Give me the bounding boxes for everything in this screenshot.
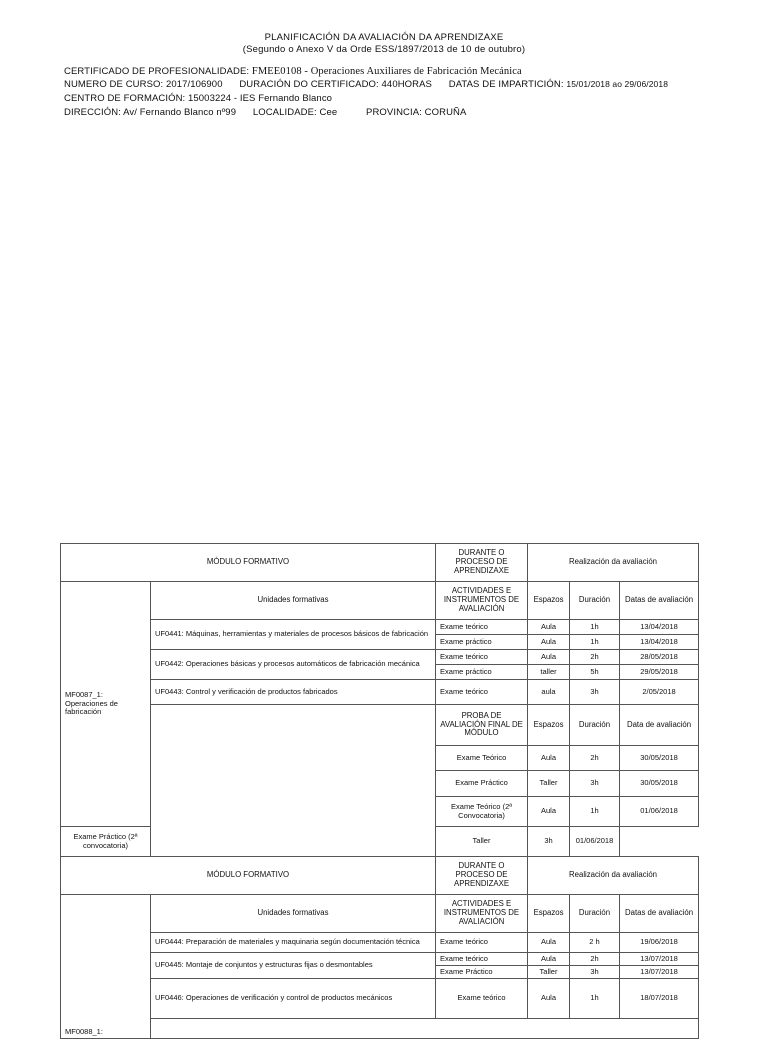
info-course-row bbox=[64, 79, 668, 90]
module-cell: MF0087_1: Operaciones de fabricación bbox=[61, 582, 151, 827]
course-label: NUMERO DE CURSO: bbox=[64, 79, 164, 90]
date-cell: 13/07/2018 bbox=[620, 966, 699, 979]
unit-name: UF0444: Preparación de materiales y maquinaria según documentación técnica bbox=[151, 933, 436, 953]
header-durante: DURANTE O PROCESO DE APRENDIZAXE bbox=[436, 857, 528, 895]
header-actividades: ACTIVIDADES E INSTRUMENTOS DE AVALIACIÓN bbox=[436, 895, 528, 933]
header-actividades: ACTIVIDADES E INSTRUMENTOS DE AVALIACIÓN bbox=[436, 582, 528, 620]
space-cell: Aula bbox=[528, 933, 570, 953]
activity-cell: Exame práctico bbox=[436, 635, 528, 650]
duration-cell: 3h bbox=[570, 771, 620, 797]
locality-label: LOCALIDADE: bbox=[252, 107, 317, 118]
activity-cell: Exame Teórico (2ª Convocatoria) bbox=[436, 797, 528, 827]
duration-cell: 2h bbox=[570, 650, 620, 665]
dates-value: 15/01/2018 ao 29/06/2018 bbox=[566, 79, 669, 89]
activity-cell: Exame teórico bbox=[436, 953, 528, 966]
province-label: PROVINCIA: bbox=[366, 107, 422, 118]
address-label: DIRECCIÓN: bbox=[64, 107, 121, 118]
activity-cell: Exame teórico bbox=[436, 620, 528, 635]
header-proba: PROBA DE AVALIACIÓN FINAL DE MÓDULO bbox=[436, 705, 528, 746]
duration-cell: 3h bbox=[570, 966, 620, 979]
info-address-row bbox=[64, 107, 466, 118]
activity-cell: Exame teórico bbox=[436, 650, 528, 665]
space-cell: Aula bbox=[528, 953, 570, 966]
date-cell: 01/06/2018 bbox=[570, 827, 620, 857]
activity-cell: Exame Práctico bbox=[436, 966, 528, 979]
unit-name: UF0442: Operaciones básicas y procesos automáticos de fabricación mecánica bbox=[151, 650, 436, 680]
header-espazos: Espazos bbox=[528, 705, 570, 746]
activity-cell: Exame teórico bbox=[436, 979, 528, 1019]
date-cell: 29/05/2018 bbox=[620, 665, 699, 680]
header-datas: Datas de avaliación bbox=[620, 582, 699, 620]
center-value: 15003224 - IES Fernando Blanco bbox=[188, 93, 333, 104]
duration-cell: 1h bbox=[570, 979, 620, 1019]
header-modulo: MÓDULO FORMATIVO bbox=[61, 544, 436, 582]
info-center-row bbox=[64, 93, 332, 104]
space-cell: Aula bbox=[528, 620, 570, 635]
space-cell: Aula bbox=[528, 746, 570, 771]
date-cell: 18/07/2018 bbox=[620, 979, 699, 1019]
header-espazos: Espazos bbox=[528, 582, 570, 620]
date-cell: 2/05/2018 bbox=[620, 680, 699, 705]
date-cell: 13/04/2018 bbox=[620, 620, 699, 635]
date-cell: 19/06/2018 bbox=[620, 933, 699, 953]
space-cell: Aula bbox=[528, 650, 570, 665]
header-realizacion: Realización da avaliación bbox=[528, 857, 699, 895]
date-cell: 30/05/2018 bbox=[620, 771, 699, 797]
duration-cell: 2h bbox=[570, 953, 620, 966]
header-espazos: Espazos bbox=[528, 895, 570, 933]
document-title: PLANIFICACIÓN DA AVALIACIÓN DA APRENDIZAXE bbox=[264, 32, 504, 43]
table-row bbox=[61, 933, 699, 953]
space-cell: Taller bbox=[436, 827, 528, 857]
unit-name: UF0445: Montaje de conjuntos y estructuras fijas o desmontables bbox=[151, 953, 436, 979]
activity-cell: Exame teórico bbox=[436, 933, 528, 953]
header-unidades: Unidades formativas bbox=[151, 895, 436, 933]
header-duracion: Duración bbox=[570, 582, 620, 620]
address-value: Av/ Fernando Blanco nº99 bbox=[123, 107, 237, 118]
course-value: 2017/106900 bbox=[166, 79, 223, 90]
unit-name: UF0441: Máquinas, herramientas y materiales de procesos básicos de fabricación bbox=[151, 620, 436, 650]
duration-cell: 1h bbox=[570, 797, 620, 827]
space-cell: Taller bbox=[528, 771, 570, 797]
duration-label: DURACIÓN DO CERTIFICADO: bbox=[239, 79, 379, 90]
activity-cell: Exame práctico bbox=[436, 665, 528, 680]
date-cell: 01/06/2018 bbox=[620, 797, 699, 827]
date-cell: 13/07/2018 bbox=[620, 953, 699, 966]
activity-cell: Exame Práctico (2ª convocatoria) bbox=[61, 827, 151, 857]
table-row bbox=[61, 953, 699, 966]
date-cell: 30/05/2018 bbox=[620, 746, 699, 771]
document-subtitle: (Segundo o Anexo V da Orde ESS/1897/2013 de 10 de outubro) bbox=[242, 44, 526, 55]
evaluation-table bbox=[60, 543, 699, 1039]
space-cell: Taller bbox=[528, 966, 570, 979]
duration-cell: 5h bbox=[570, 665, 620, 680]
duration-cell: 3h bbox=[570, 680, 620, 705]
final-exam-blank bbox=[151, 705, 436, 857]
header-durante: DURANTE O PROCESO DE APRENDIZAXE bbox=[436, 544, 528, 582]
table-row bbox=[61, 979, 699, 1019]
activity-cell: Exame Práctico bbox=[436, 771, 528, 797]
cert-value: FMEE0108 - Operaciones Auxiliares de Fabricación Mecánica bbox=[251, 66, 522, 77]
header-unidades: Unidades formativas bbox=[151, 582, 436, 620]
header-realizacion: Realización da avaliación bbox=[528, 544, 699, 582]
header-datas: Datas de avaliación bbox=[620, 895, 699, 933]
date-cell: 13/04/2018 bbox=[620, 635, 699, 650]
space-cell: Aula bbox=[528, 635, 570, 650]
duration-cell: 1h bbox=[570, 635, 620, 650]
activity-cell: Exame Teórico bbox=[436, 746, 528, 771]
dates-label: DATAS DE IMPARTICIÓN: bbox=[448, 79, 564, 90]
header-data: Data de avaliación bbox=[620, 705, 699, 746]
province-value: CORUÑA bbox=[424, 107, 467, 118]
table-row bbox=[61, 680, 699, 705]
duration-cell: 1h bbox=[570, 620, 620, 635]
table-row bbox=[61, 620, 699, 635]
center-label: CENTRO DE FORMACIÓN: bbox=[64, 93, 186, 104]
table-row bbox=[61, 650, 699, 665]
space-cell: Aula bbox=[528, 979, 570, 1019]
header-duracion: Duración bbox=[570, 895, 620, 933]
duration-cell: 3h bbox=[528, 827, 570, 857]
duration-cell: 2 h bbox=[570, 933, 620, 953]
unit-name: UF0443: Control y verificación de productos fabricados bbox=[151, 680, 436, 705]
space-cell: aula bbox=[528, 680, 570, 705]
module-cell: MF0088_1: bbox=[61, 895, 151, 1039]
info-certificate-row bbox=[64, 66, 522, 77]
header-duracion: Duración bbox=[570, 705, 620, 746]
cert-label: CERTIFICADO DE PROFESIONALIDADE: bbox=[64, 66, 250, 77]
space-cell: taller bbox=[528, 665, 570, 680]
unit-name: UF0446: Operaciones de verificación y control de productos mecánicos bbox=[151, 979, 436, 1019]
header-modulo: MÓDULO FORMATIVO bbox=[61, 857, 436, 895]
date-cell: 28/05/2018 bbox=[620, 650, 699, 665]
duration-cell: 2h bbox=[570, 746, 620, 771]
activity-cell: Exame teórico bbox=[436, 680, 528, 705]
table-continuation bbox=[151, 1019, 699, 1039]
space-cell: Aula bbox=[528, 797, 570, 827]
duration-value: 440HORAS bbox=[381, 79, 432, 90]
locality-value: Cee bbox=[319, 107, 338, 118]
